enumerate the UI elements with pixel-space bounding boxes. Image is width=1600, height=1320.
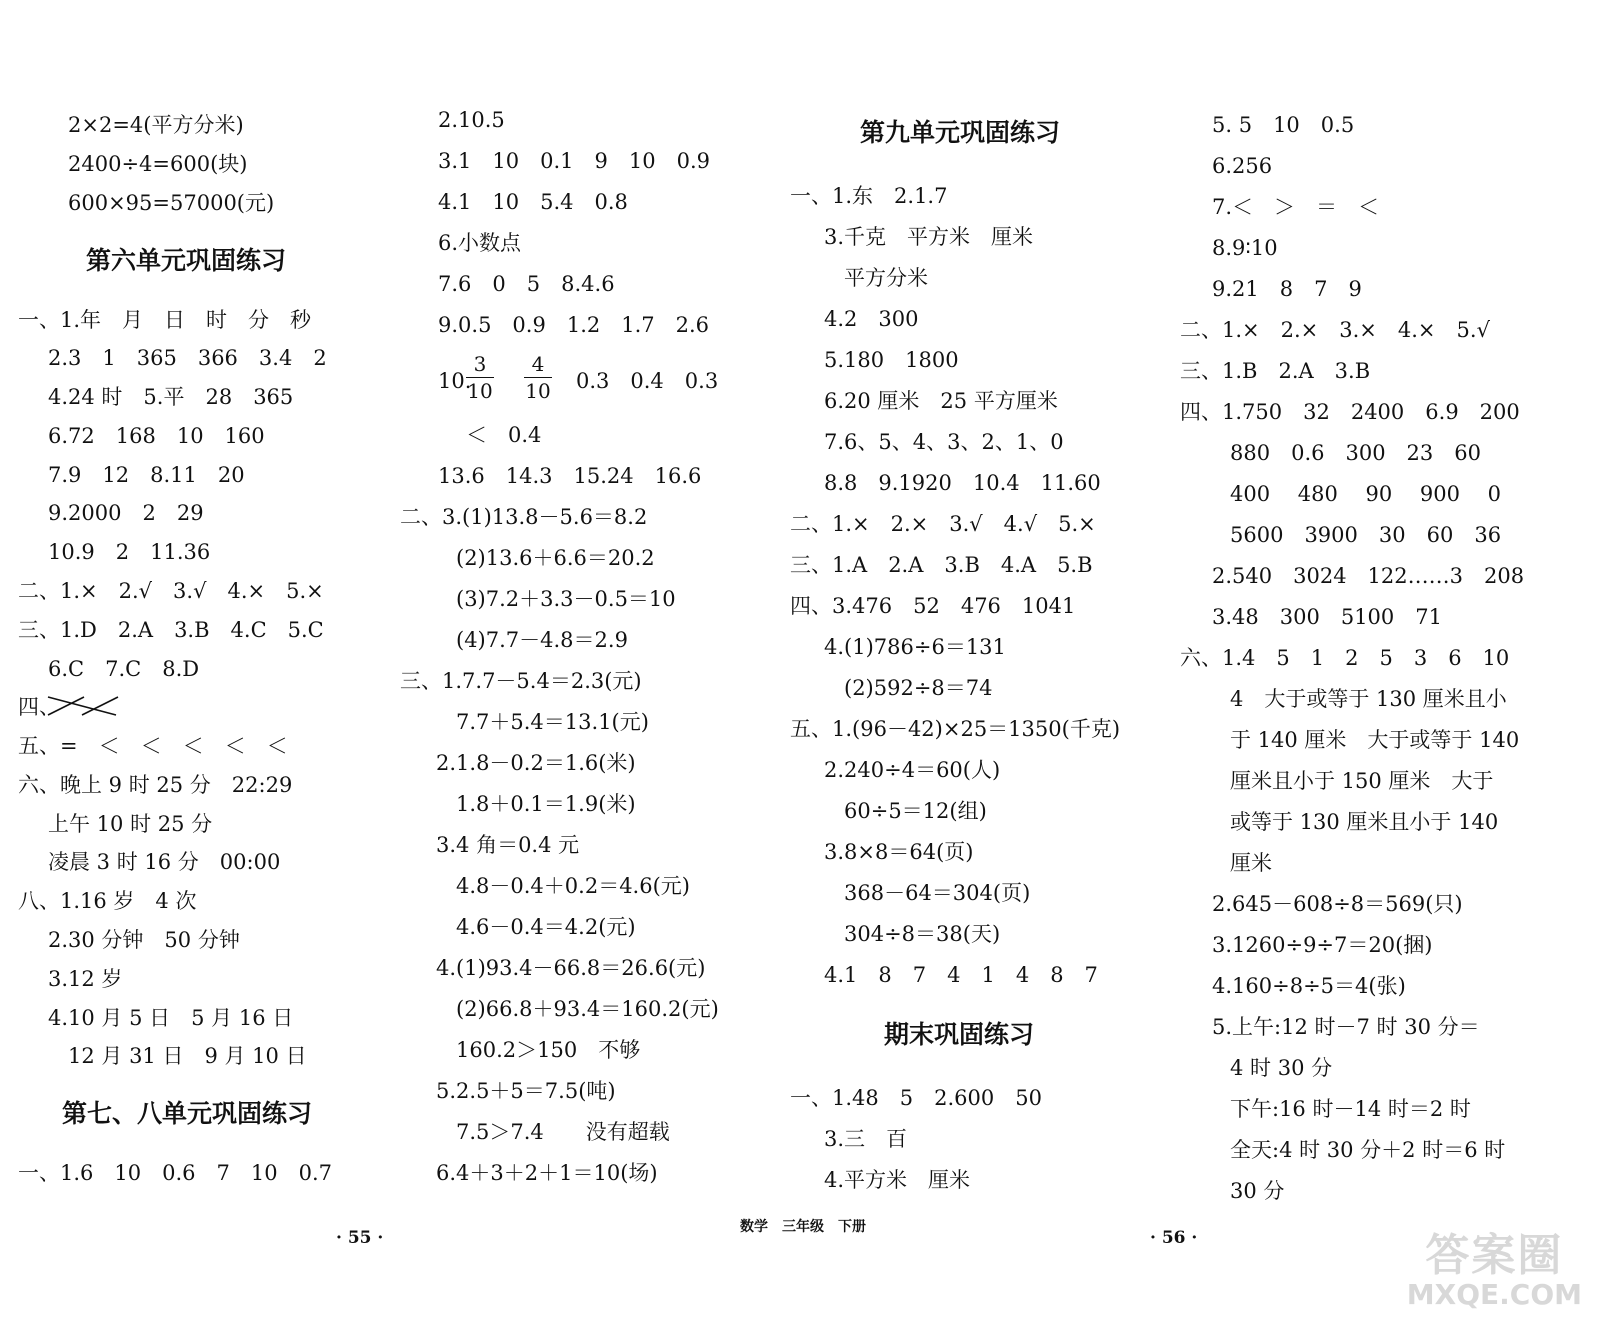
answer-line: 平方分米 <box>844 266 928 290</box>
answer-line: (2)66.8＋93.4＝160.2(元) <box>456 997 719 1021</box>
answer-line: 10. <box>438 369 472 393</box>
answer-line: 3.4 角＝0.4 元 <box>436 833 580 857</box>
answer-line: 四、1.750 32 2400 6.9 200 <box>1180 400 1520 424</box>
answer-line: 4.8－0.4＋0.2＝4.6(元) <box>456 874 690 898</box>
answer-line: 1.8＋0.1＝1.9(米) <box>456 792 636 816</box>
answer-line: (4)7.7－4.8＝2.9 <box>456 628 628 652</box>
section-heading: 第七、八单元巩固练习 <box>62 1099 313 1128</box>
answer-line: 3.48 300 5100 71 <box>1212 605 1443 629</box>
page-number-left: · 55 · <box>336 1228 384 1248</box>
answer-line: 10.9 2 11.36 <box>48 540 211 564</box>
answer-line: 4.2 300 <box>824 307 919 331</box>
answer-line: 7.9 12 8.11 20 <box>48 463 245 487</box>
answer-line: 六、晚上 9 时 25 分 22:29 <box>18 773 293 797</box>
answer-line: 9.2000 2 29 <box>48 501 204 525</box>
answer-line: 0.3 0.4 0.3 <box>576 369 719 393</box>
answer-line: 厘米且小于 150 厘米 大于 <box>1230 769 1494 793</box>
answer-line: ＜ 0.4 <box>466 423 542 447</box>
answer-line: 三、1.A 2.A 3.B 4.A 5.B <box>790 553 1093 577</box>
answer-line: 凌晨 3 时 16 分 00:00 <box>48 850 281 874</box>
fraction-numerator: 4 <box>531 352 545 376</box>
answer-line: 6.256 <box>1212 154 1273 178</box>
fraction-4-10 <box>524 352 552 403</box>
answer-line: 4 时 30 分 <box>1230 1056 1333 1080</box>
answer-line: 2.30 分钟 50 分钟 <box>48 928 240 952</box>
answer-line: 2.240÷4＝60(人) <box>824 758 1001 782</box>
answer-line: 4.平方米 厘米 <box>824 1168 971 1192</box>
answer-line: 2×2=4(平方分米) <box>68 113 244 137</box>
answer-line: 2.10.5 <box>438 108 505 132</box>
answer-line: 二、1.× 2.× 3.√ 4.√ 5.× <box>790 512 1096 536</box>
answer-line: 6.4＋3＋2＋1＝10(场) <box>436 1161 658 1185</box>
answer-line: 上午 10 时 25 分 <box>48 812 213 836</box>
answer-line: 二、1.× 2.√ 3.√ 4.× 5.× <box>18 579 324 603</box>
answer-line: (2)592÷8＝74 <box>844 676 993 700</box>
answer-line: 二、1.× 2.× 3.× 4.× 5.√ <box>1180 318 1490 342</box>
answer-line: 8.9∶10 <box>1212 236 1278 260</box>
fraction-denominator: 10 <box>467 379 493 403</box>
answer-line: 3.1 10 0.1 9 10 0.9 <box>438 149 710 173</box>
answer-line: 2400÷4=600(块) <box>68 152 248 176</box>
answer-line: 二、3.(1)13.8－5.6＝8.2 <box>400 505 648 529</box>
answer-line: 6.72 168 10 160 <box>48 424 265 448</box>
answer-line: 一、1.48 5 2.600 50 <box>790 1086 1042 1110</box>
answer-line: 8.8 9.1920 10.4 11.60 <box>824 471 1101 495</box>
fraction-denominator: 10 <box>525 379 551 403</box>
answer-line: 4 大于或等于 130 厘米且小 <box>1230 687 1507 711</box>
answer-line: 于 140 厘米 大于或等于 140 <box>1230 728 1520 752</box>
answer-line: 7.＜ ＞ ＝ ＜ <box>1212 195 1380 219</box>
answer-line: 或等于 130 厘米且小于 140 <box>1230 810 1499 834</box>
answer-line: 4.(1)93.4－66.8＝26.6(元) <box>436 956 706 980</box>
fraction-3-10 <box>466 352 494 403</box>
answer-line: 四、 <box>18 695 60 719</box>
answer-line: (2)13.6＋6.6＝20.2 <box>456 546 655 570</box>
watermark-text: 答案圈 <box>1425 1230 1564 1281</box>
answer-line: 2.540 3024 122……3 208 <box>1212 564 1525 588</box>
answer-line: 4.1 10 5.4 0.8 <box>438 190 628 214</box>
answer-line: 4.6－0.4＝4.2(元) <box>456 915 636 939</box>
answer-line: 八、1.16 岁 4 次 <box>18 889 197 913</box>
answer-line: 五、= ＜ ＜ ＜ ＜ ＜ <box>18 734 288 758</box>
answer-line: 5600 3900 30 60 36 <box>1230 523 1502 547</box>
answer-line: 7.6、5、4、3、2、1、0 <box>824 430 1064 454</box>
answer-line: 30 分 <box>1230 1179 1285 1203</box>
answer-line: 4.(1)786÷6＝131 <box>824 635 1006 659</box>
answer-line: 3.12 岁 <box>48 967 123 991</box>
answer-line: 400 480 90 900 0 <box>1230 482 1502 506</box>
answer-line: 4.160÷8÷5＝4(张) <box>1212 974 1406 998</box>
answer-line: 4.24 时 5.平 28 365 <box>48 385 294 409</box>
section-heading: 期末巩固练习 <box>884 1020 1035 1049</box>
answer-line: 六、1.4 5 1 2 5 3 6 10 <box>1180 646 1510 670</box>
answer-line: 2.1.8－0.2＝1.6(米) <box>436 751 636 775</box>
answer-line: 6.小数点 <box>438 231 522 255</box>
answer-line: 5.2.5＋5＝7.5(吨) <box>436 1079 616 1103</box>
answer-line: 9.21 8 7 9 <box>1212 277 1362 301</box>
answer-line: 9.0.5 0.9 1.2 1.7 2.6 <box>438 313 710 337</box>
answer-line: 7.7＋5.4＝13.1(元) <box>456 710 649 734</box>
answer-line: 一、1.东 2.1.7 <box>790 184 948 208</box>
answer-line: 368－64＝304(页) <box>844 881 1031 905</box>
answer-line: 304÷8＝38(天) <box>844 922 1001 946</box>
watermark-logo <box>1407 1232 1582 1310</box>
answer-line: 3.8×8＝64(页) <box>824 840 974 864</box>
answer-line: 4.1 8 7 4 1 4 8 7 <box>824 963 1098 987</box>
answer-line: 60÷5＝12(组) <box>844 799 987 823</box>
answer-line: 13.6 14.3 15.24 16.6 <box>438 464 702 488</box>
book-title: 数学 三年级 下册 <box>740 1219 866 1235</box>
answer-line: 7.5＞7.4 没有超载 <box>456 1120 670 1144</box>
fraction-bar <box>524 377 552 378</box>
section-heading: 第九单元巩固练习 <box>860 118 1061 147</box>
answer-line: 厘米 <box>1230 851 1272 875</box>
answer-line: 全天:4 时 30 分＋2 时＝6 时 <box>1230 1138 1506 1162</box>
answer-line: 5.上午:12 时－7 时 30 分＝ <box>1212 1015 1480 1039</box>
answer-line: (3)7.2＋3.3－0.5＝10 <box>456 587 676 611</box>
answer-line: 四、3.476 52 476 1041 <box>790 594 1076 618</box>
answer-line: 5.180 1800 <box>824 348 959 372</box>
matching-lines-icon <box>46 693 122 719</box>
answer-line: 160.2＞150 不够 <box>456 1038 641 1062</box>
answer-line: 下午:16 时－14 时＝2 时 <box>1230 1097 1471 1121</box>
answer-line: 三、1.7.7－5.4＝2.3(元) <box>400 669 642 693</box>
answer-line: 880 0.6 300 23 60 <box>1230 441 1482 465</box>
answer-line: 7.6 0 5 8.4.6 <box>438 272 615 296</box>
answer-line: 3.1260÷9÷7＝20(捆) <box>1212 933 1433 957</box>
watermark-url: MXQE.COM <box>1406 1278 1582 1311</box>
answer-line: 6.C 7.C 8.D <box>48 657 200 681</box>
answer-line: 三、1.B 2.A 3.B <box>1180 359 1371 383</box>
answer-line: 2.3 1 365 366 3.4 2 <box>48 346 327 370</box>
page-number-right: · 56 · <box>1150 1228 1198 1248</box>
answer-line: 12 月 31 日 9 月 10 日 <box>68 1044 307 1068</box>
answer-line: 一、1.年 月 日 时 分 秒 <box>18 308 312 332</box>
answer-line: 3.千克 平方米 厘米 <box>824 225 1034 249</box>
answer-line: 三、1.D 2.A 3.B 4.C 5.C <box>18 618 324 642</box>
answer-line: 6.20 厘米 25 平方厘米 <box>824 389 1058 413</box>
answer-line: 一、1.6 10 0.6 7 10 0.7 <box>18 1161 332 1185</box>
answer-line: 五、1.(96－42)×25＝1350(千克) <box>790 717 1121 741</box>
answer-line: 3.三 百 <box>824 1127 908 1151</box>
answer-line: 2.645－608÷8＝569(只) <box>1212 892 1463 916</box>
section-heading: 第六单元巩固练习 <box>86 246 287 275</box>
fraction-bar <box>466 377 494 378</box>
answer-line: 5. 5 10 0.5 <box>1212 113 1355 137</box>
answer-line: 4.10 月 5 日 5 月 16 日 <box>48 1006 294 1030</box>
fraction-numerator: 3 <box>473 352 487 376</box>
answer-line: 600×95=57000(元) <box>68 191 275 215</box>
